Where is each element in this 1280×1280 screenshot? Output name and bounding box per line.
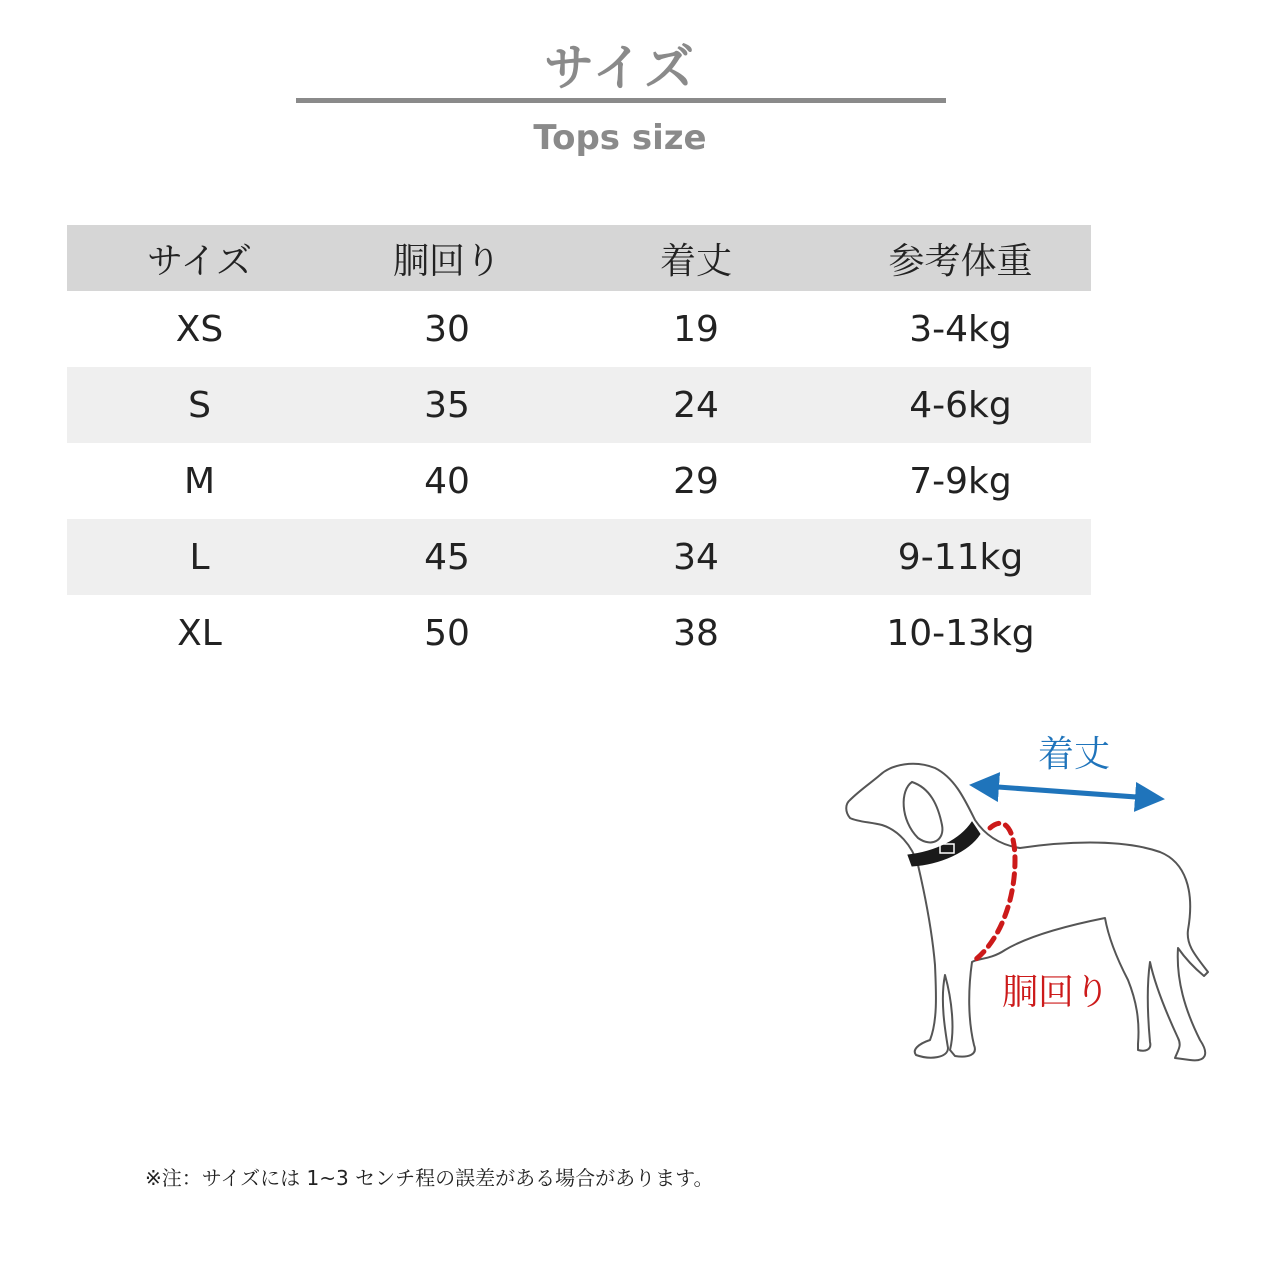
cell-length: 29 — [673, 460, 719, 502]
cell-size: S — [67, 367, 332, 443]
girth-label: 胴回り — [1002, 972, 1111, 1013]
table-row — [67, 291, 1091, 367]
cell-weight: 3-4kg — [909, 308, 1012, 350]
size-table — [67, 225, 1091, 671]
page-subtitle: Tops size — [533, 118, 707, 158]
table-row — [67, 443, 1091, 519]
cell-girth: 50 — [424, 612, 470, 654]
cell-weight: 4-6kg — [830, 367, 1091, 443]
length-label: 着丈 — [1038, 734, 1111, 775]
cell-size: M — [183, 460, 216, 502]
title-divider — [296, 98, 946, 103]
header-girth: 胴回り — [332, 225, 562, 291]
header-length: 着丈 — [562, 225, 830, 291]
cell-weight: 9-11kg — [830, 519, 1091, 595]
header-weight: 参考体重 — [830, 225, 1091, 291]
header-size: サイズ — [67, 225, 332, 291]
cell-size: L — [67, 519, 332, 595]
length-measure-arrow — [984, 786, 1150, 798]
dog-measurement-diagram — [830, 720, 1230, 1080]
cell-size: XL — [177, 612, 222, 654]
table-row — [67, 367, 1091, 443]
table-header-row — [67, 225, 1091, 291]
cell-girth: 30 — [424, 308, 470, 350]
table-row — [67, 595, 1091, 671]
cell-length: 38 — [673, 612, 719, 654]
cell-girth: 35 — [332, 367, 562, 443]
cell-girth: 45 — [332, 519, 562, 595]
cell-size: XS — [175, 308, 224, 350]
size-note: ※注：サイズには 1~3 センチ程の誤差がある場合があります。 — [145, 1166, 714, 1190]
cell-girth: 40 — [424, 460, 470, 502]
cell-length: 24 — [562, 367, 830, 443]
cell-length: 19 — [673, 308, 719, 350]
dog-outline-icon — [846, 764, 1208, 1061]
cell-weight: 10-13kg — [886, 612, 1035, 654]
page-title: サイズ — [544, 39, 696, 97]
table-row — [67, 519, 1091, 595]
cell-length: 34 — [562, 519, 830, 595]
cell-weight: 7-9kg — [909, 460, 1012, 502]
